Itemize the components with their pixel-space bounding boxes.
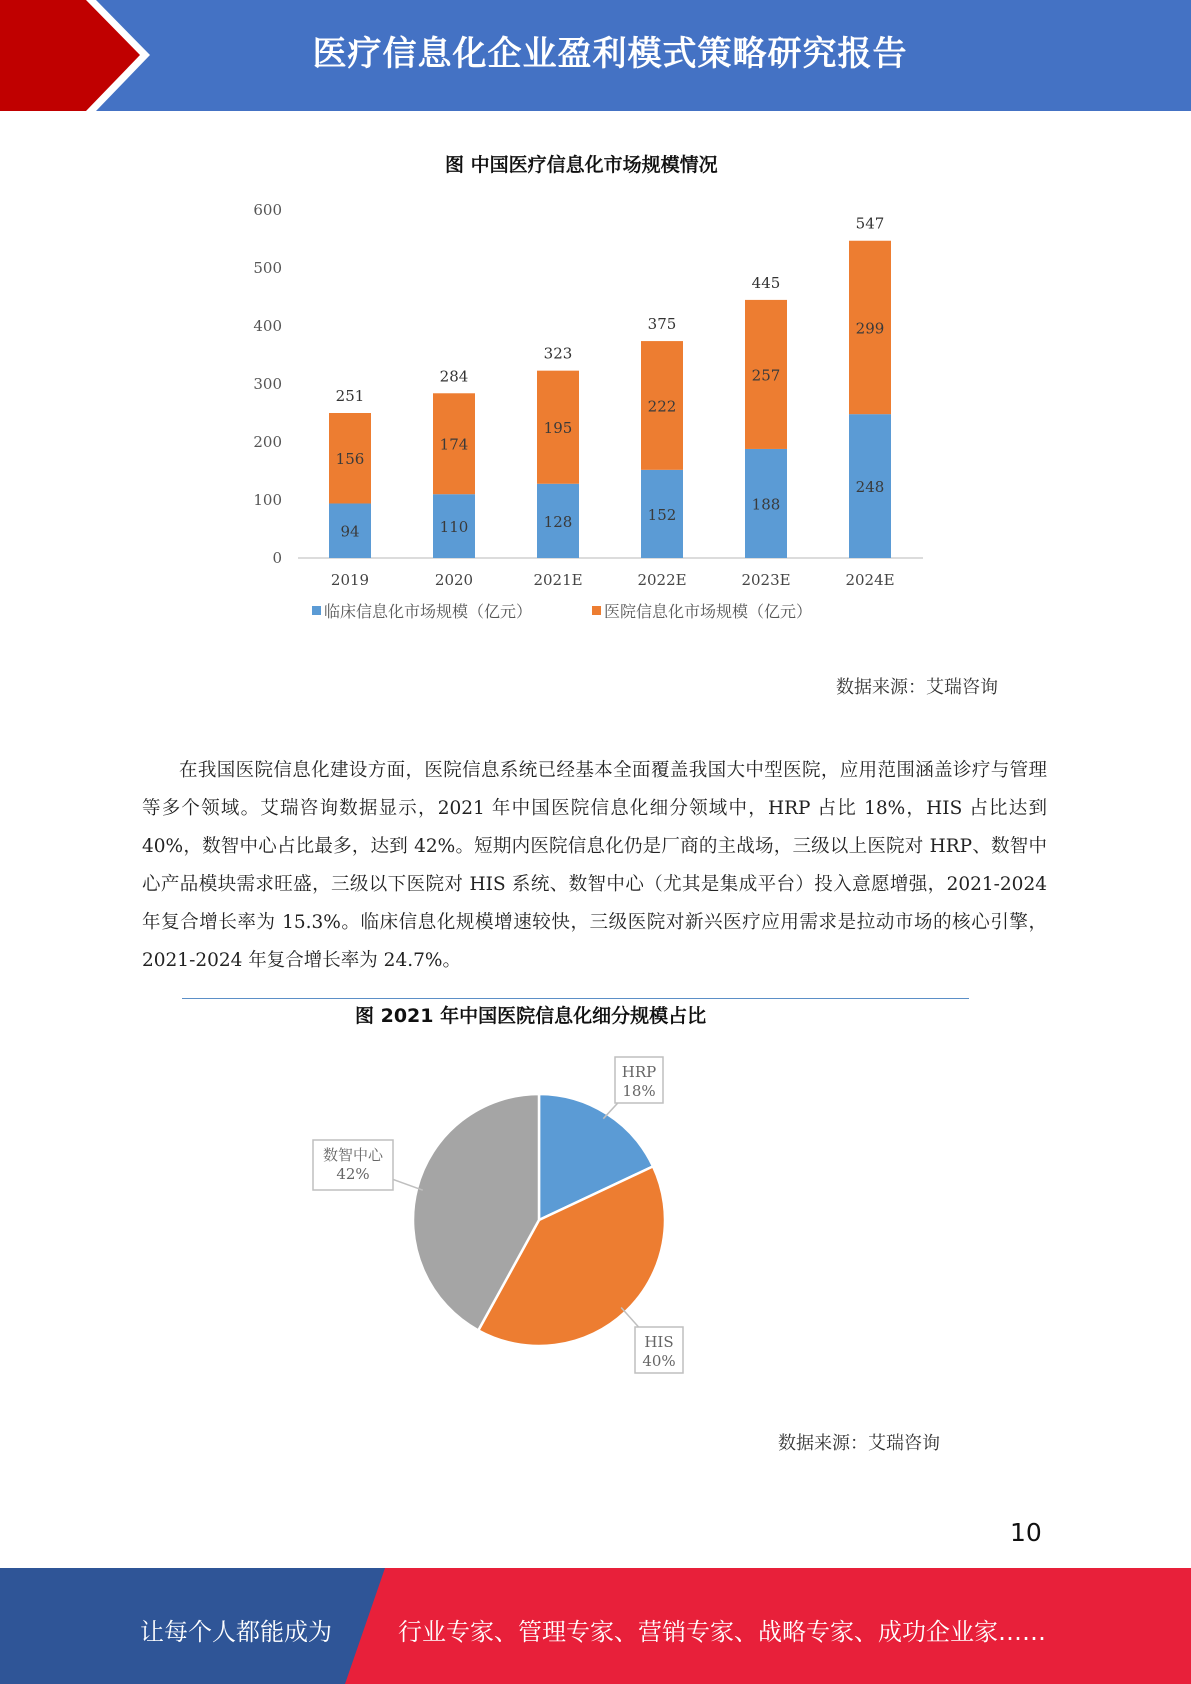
bar-value-label: 156 [335,450,365,469]
segment-share-pie-chart [290,1045,710,1385]
chart2-source: 数据来源：艾瑞咨询 [778,1433,940,1454]
x-tick-label: 2023E [741,571,791,589]
y-tick-label: 600 [253,201,282,219]
legend-label: 医院信息化市场规模（亿元） [604,602,813,621]
bar-value-label: 152 [647,505,677,524]
bar-total-label: 375 [647,315,677,334]
page-number: 10 [1010,1518,1042,1547]
chart1-caption: 图 中国医疗信息化市场规模情况 [445,154,718,176]
bar-value-label: 195 [543,419,573,438]
pie-slice-name: 数智中心 [322,1146,384,1164]
bar-total-label: 445 [751,273,781,292]
y-tick-label: 500 [253,259,282,277]
legend-swatch [592,606,601,615]
x-tick-label: 2021E [533,571,583,589]
y-tick-label: 0 [272,549,282,567]
legend-label: 临床信息化市场规模（亿元） [324,602,533,621]
chart2-caption: 图 2021 年中国医院信息化细分规模占比 [355,1005,707,1027]
footer-slogan-left: 让每个人都能成为 [140,1618,332,1646]
x-tick-label: 2020 [434,571,474,589]
bar-value-label: 222 [647,397,677,416]
pie-slice-percent: 40% [642,1352,676,1370]
y-tick-label: 100 [253,491,282,509]
bar-value-label: 188 [751,495,781,514]
bar-value-label: 94 [340,522,360,541]
bar-value-label: 257 [751,366,781,385]
bar-value-label: 110 [439,518,469,537]
divider-line [182,998,969,999]
bar-total-label: 323 [543,344,573,363]
page-footer [0,1568,1191,1684]
bar-value-label: 299 [855,319,885,338]
y-tick-label: 300 [253,375,282,393]
x-tick-label: 2022E [637,571,687,589]
chart1-source: 数据来源：艾瑞咨询 [836,677,998,698]
x-tick-label: 2019 [330,571,370,589]
body-paragraph: 在我国医院信息化建设方面，医院信息系统已经基本全面覆盖我国大中型医院，应用范围涵盖诊疗与管理等多个领域。艾瑞咨询数据显示，2021 年中国医院信息化细分领域中，HRP 占比 18%，HIS 占比达到 40%，数智中心占比最多，达到 42%。短期内医院信息化仍是厂商的主战场，三级以上医院对 HRP、数智中心产品模块需求旺盛，三级以下医院对 HIS 系统、数智中心（尤其是集成平台）投入意愿增强，2021-2024 年复合增长率为 15.3%。临床信息化规模增速较快，三级医院对新兴医疗应用需求是拉动市场的核心引擎，2021-2024 年复合增长率为 24.7%。 [142,760,1047,971]
pie-slice-percent: 18% [622,1082,656,1100]
legend-swatch [312,606,321,615]
bar-total-label: 547 [855,214,885,233]
bar-value-label: 128 [543,512,573,531]
bar-total-label: 284 [439,367,469,386]
page-header [0,0,1191,111]
bar-total-label: 251 [335,387,365,405]
pie-slice-name: HIS [644,1333,674,1351]
y-tick-label: 400 [253,317,282,335]
y-tick-label: 200 [253,433,282,451]
report-title: 医疗信息化企业盈利模式策略研究报告 [312,34,908,74]
bar-value-label: 248 [855,478,885,497]
pie-slice-name: HRP [621,1063,657,1081]
x-tick-label: 2024E [845,571,895,589]
bar-value-label: 174 [439,435,469,454]
footer-slogan-right: 行业专家、管理专家、营销专家、战略专家、成功企业家…… [398,1618,1046,1646]
pie-slice-percent: 42% [336,1165,370,1183]
market-size-bar-chart [230,140,960,640]
